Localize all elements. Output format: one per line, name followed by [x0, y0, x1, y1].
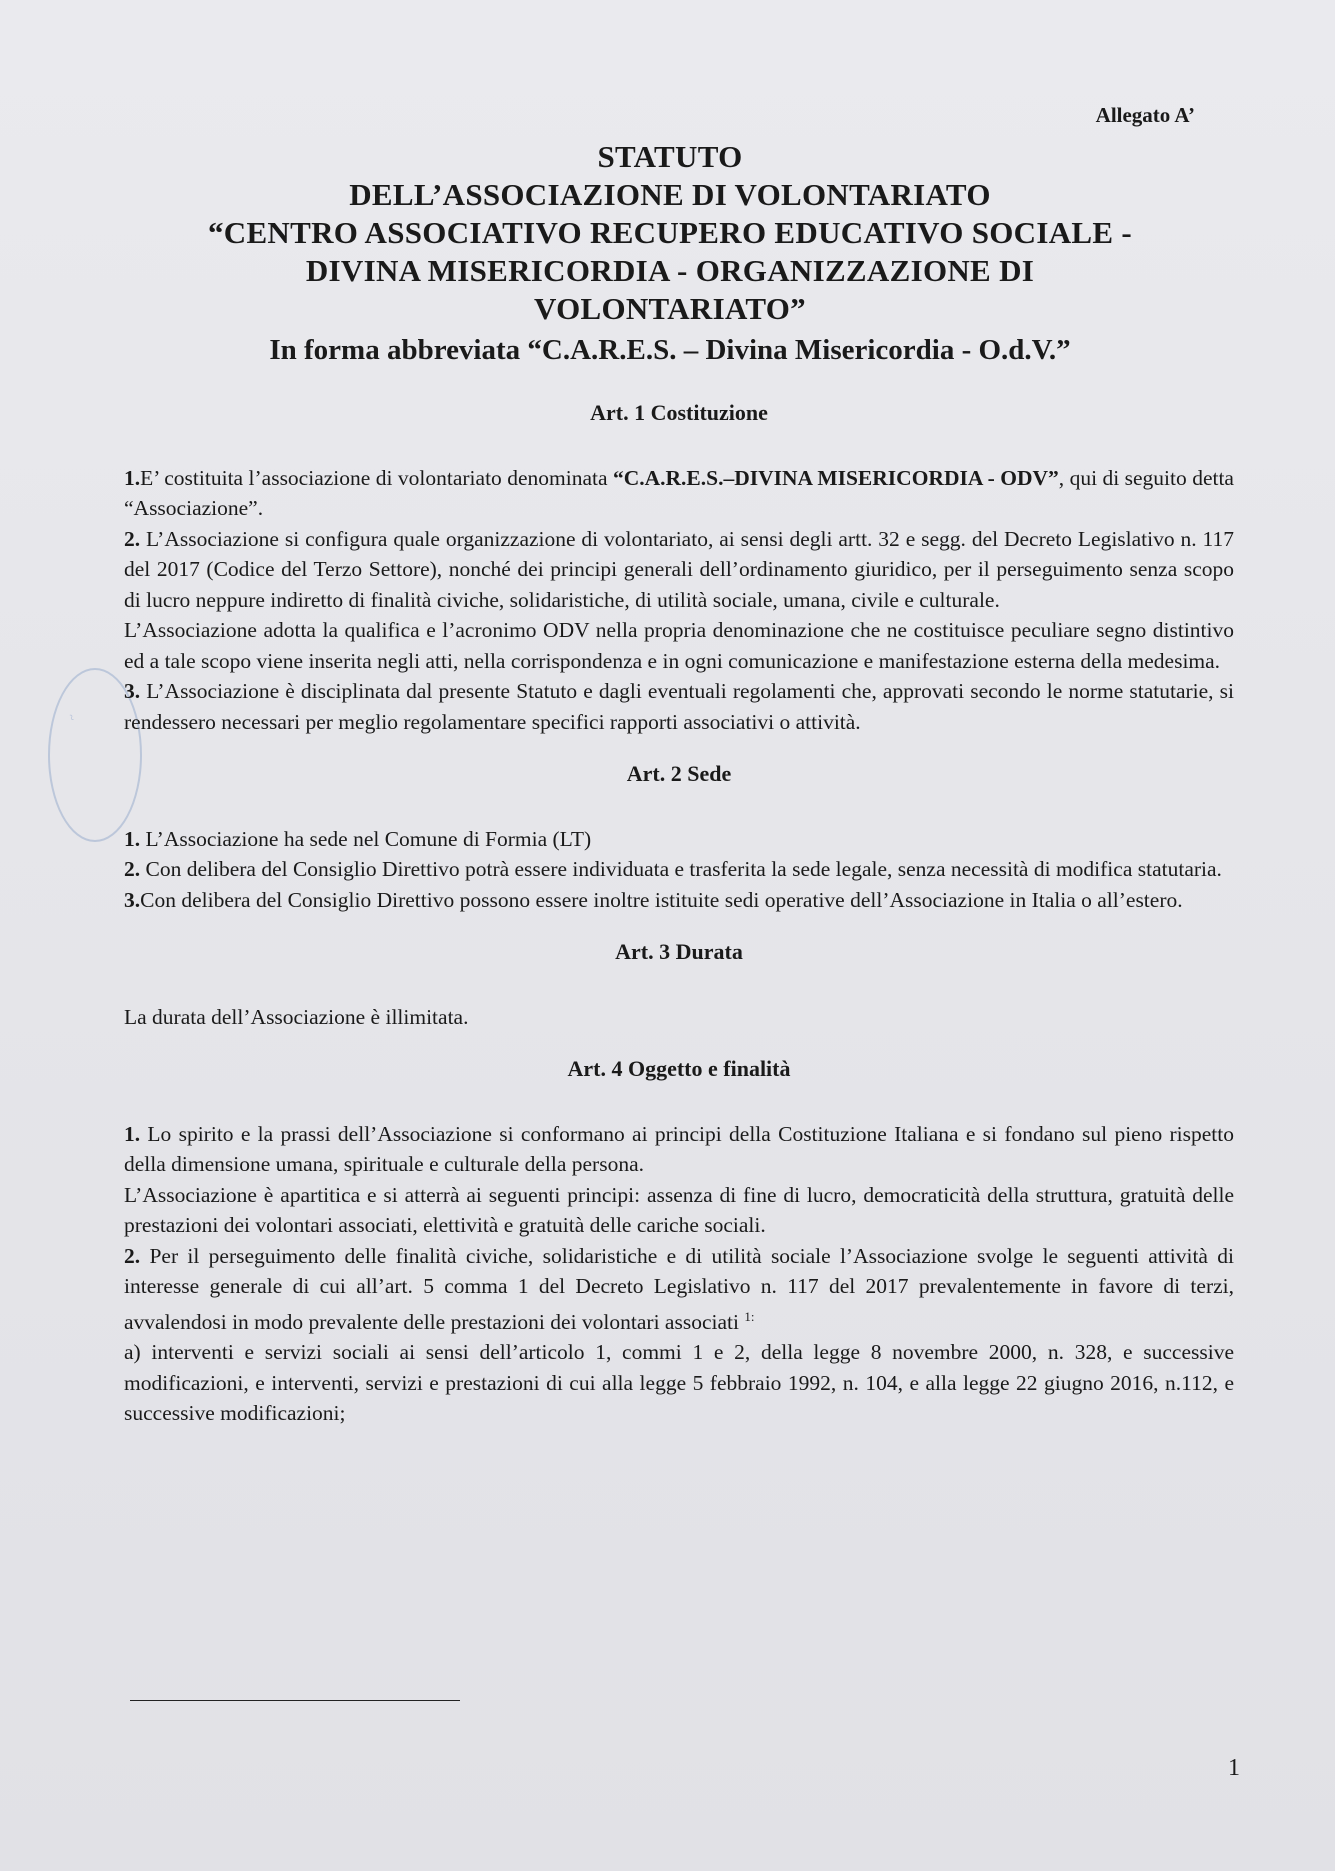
- title-line-2: DELL’ASSOCIAZIONE DI VOLONTARIATO: [349, 177, 991, 212]
- art3-heading: Art. 3 Durata: [615, 939, 743, 964]
- document-title: [140, 138, 1200, 370]
- annex-label: Allegato A’: [1095, 103, 1195, 127]
- art1-paragraph-3: [124, 676, 1234, 737]
- art4-paragraph-2: [124, 1241, 1234, 1338]
- art2-paragraph-1: [124, 824, 1234, 855]
- art1-paragraph-2: [124, 524, 1234, 616]
- art1-p2-number: 2.: [124, 526, 141, 551]
- art2-p3-text: Con delibera del Consiglio Direttivo possono essere inoltre istituite sedi operative dell’Associazione in Italia o all’estero.: [140, 887, 1183, 912]
- art1-p1-text-b: , qui di seguito detta “Associazione”.: [124, 465, 1234, 520]
- title-line-3: “CENTRO ASSOCIATIVO RECUPERO EDUCATIVO SOCIALE -: [207, 215, 1133, 250]
- title-line-1: STATUTO: [597, 139, 743, 174]
- footnote-marker: 1:: [744, 1308, 755, 1324]
- art4-p1-number: 1.: [124, 1121, 141, 1146]
- art2-p3-number: 3.: [124, 887, 141, 912]
- faded-stamp: ~: [48, 668, 142, 842]
- art4-p2-number: 2.: [124, 1243, 141, 1268]
- art4-paragraph-1b: L’Associazione è apartitica e si atterrà ai seguenti principi: assenza di fine di lucro, democraticità della struttura, gratuità delle prestazioni dei volontari associati, elettività e gratuità delle cariche sociali.: [124, 1182, 1234, 1237]
- art2-heading: Art. 2 Sede: [626, 761, 732, 786]
- art1-p1-text-a: E’ costituita l’associazione di volontariato denominata: [140, 465, 613, 490]
- art2-paragraph-2: [124, 854, 1234, 885]
- art2-p1-text: L’Associazione ha sede nel Comune di Formia (LT): [140, 826, 592, 851]
- footnote-separator: [130, 1700, 460, 1701]
- document-body: [124, 398, 1234, 1429]
- art4-paragraph-1: [124, 1119, 1234, 1180]
- art2-p2-text: Con delibera del Consiglio Direttivo potrà essere individuata e trasferita la sede legale, senza necessità di modifica statutaria.: [140, 857, 1222, 881]
- art3-paragraph-1: La durata dell’Associazione è illimitata.: [124, 1004, 469, 1029]
- art4-heading: Art. 4 Oggetto e finalità: [567, 1056, 791, 1081]
- art1-paragraph-1: [124, 463, 1234, 524]
- art2-p1-number: 1.: [124, 826, 141, 851]
- art1-heading: Art. 1 Costituzione: [590, 400, 768, 425]
- art1-p3-number: 3.: [124, 679, 141, 703]
- art4-paragraph-a: a) interventi e servizi sociali ai sensi dell’articolo 1, commi 1 e 2, della legge 8 novembre 2000, n. 328, e successive modificazioni, e interventi, servizi e prestazioni di cui alla legge 5 febbraio 1992, n. 104, e alla legge 22 giugno 2016, n.112, e successive modificazioni;: [124, 1340, 1234, 1426]
- art1-p1-number: 1.: [124, 465, 141, 490]
- title-line-4: DIVINA MISERICORDIA - ORGANIZZAZIONE DI: [305, 253, 1035, 288]
- title-line-5: VOLONTARIATO”: [534, 291, 806, 326]
- art2-p2-number: 2.: [124, 857, 141, 881]
- art4-p1-text: Lo spirito e la prassi dell’Associazione si conformano ai principi della Costituzione Italiana e si fondano sul pieno rispetto della dimensione umana, spirituale e culturale della persona.: [124, 1121, 1234, 1176]
- art1-p2-text: L’Associazione si configura quale organizzazione di volontariato, ai sensi degli artt. 32 e segg. del Decreto Legislativo n. 117 del 2017 (Codice del Terzo Settore), nonché dei principi generali dell’ordinamento giuridico, per il perseguimento senza scopo di lucro neppure indiretto di finalità civiche, solidaristiche, di utilità sociale, umana, civile e culturale.: [124, 526, 1234, 612]
- title-abbreviation: In forma abbreviata “C.A.R.E.S. – Divina Misericordia - O.d.V.”: [269, 334, 1071, 366]
- art1-p1-name: “C.A.R.E.S.–DIVINA MISERICORDIA - ODV”: [612, 465, 1059, 490]
- art4-p2-text: Per il perseguimento delle finalità civiche, solidaristiche e di utilità sociale l’Associazione svolge le seguenti attività di interesse generale di cui all’art. 5 comma 1 del Decreto Legislativo n. 117 del 2017 prevalentemente in favore di terzi, avvalendosi in modo prevalente delle prestazioni dei volontari associati: [124, 1243, 1234, 1334]
- page-number: 1: [1228, 1755, 1240, 1781]
- art2-paragraph-3: [124, 885, 1234, 916]
- art1-paragraph-2b: L’Associazione adotta la qualifica e l’acronimo ODV nella propria denominazione che ne costituisce peculiare segno distintivo ed a tale scopo viene inserita negli atti, nella corrispondenza e in ogni comunicazione e manifestazione esterna della medesima.: [124, 618, 1234, 673]
- art1-p3-text: L’Associazione è disciplinata dal presente Statuto e dagli eventuali regolamenti che, approvati secondo le norme statutarie, si rendessero necessari per meglio regolamentare specifici rapporti associativi o attività.: [124, 679, 1234, 734]
